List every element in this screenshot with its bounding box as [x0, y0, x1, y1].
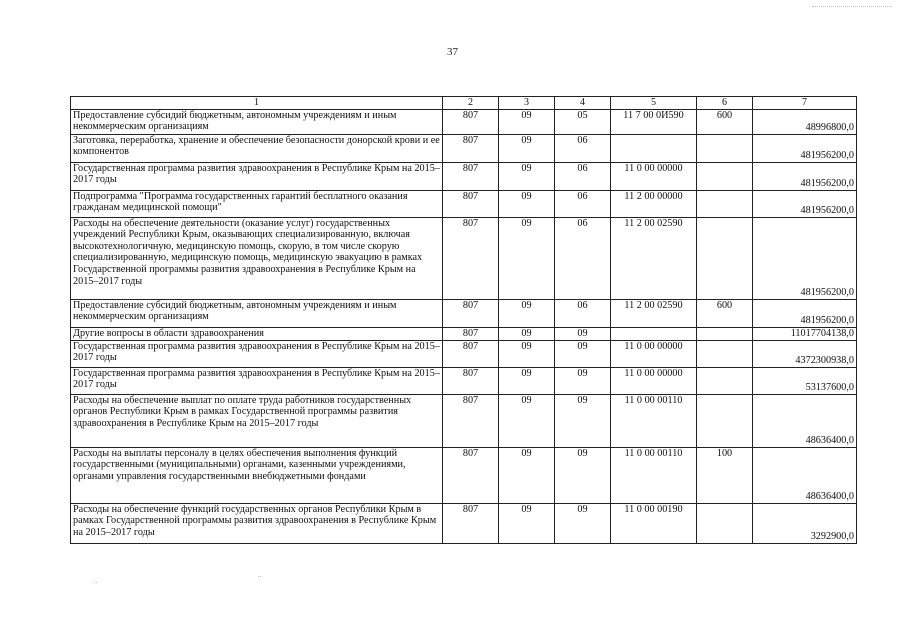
subsection-cell: 06	[555, 190, 611, 217]
subsection-cell: 06	[555, 299, 611, 327]
column-header: 3	[499, 97, 555, 110]
row-name-cell: Государственная программа развития здравоохранения в Республике Крым на 2015–2017 годы	[71, 340, 443, 367]
column-header: 2	[443, 97, 499, 110]
target-article-cell: 11 0 00 00110	[611, 394, 697, 447]
expense-type-cell	[697, 134, 753, 162]
gov-code-cell: 807	[443, 367, 499, 394]
row-name-cell: Предоставление субсидий бюджетным, автономным учреждениям и иным некоммерческим организациям	[71, 299, 443, 327]
gov-code-cell: 807	[443, 447, 499, 503]
subsection-cell: 06	[555, 162, 611, 190]
section-cell: 09	[499, 367, 555, 394]
section-cell: 09	[499, 447, 555, 503]
amount-cell: 53137600,0	[753, 367, 857, 394]
table-row	[71, 109, 857, 134]
gov-code-cell: 807	[443, 190, 499, 217]
expense-type-cell	[697, 394, 753, 447]
section-cell: 09	[499, 217, 555, 299]
table-row	[71, 447, 857, 503]
table-row	[71, 340, 857, 367]
target-article-cell: 11 2 00 00000	[611, 190, 697, 217]
amount-cell: 48636400,0	[753, 447, 857, 503]
row-name-cell: Государственная программа развития здравоохранения в Республике Крым на 2015–2017 годы	[71, 162, 443, 190]
gov-code-cell: 807	[443, 327, 499, 340]
amount-cell: 4372300938,0	[753, 340, 857, 367]
amount-cell: 481956200,0	[753, 162, 857, 190]
table-row	[71, 162, 857, 190]
budget-table	[70, 96, 857, 544]
amount-cell: 11017704138,0	[753, 327, 857, 340]
column-header: 6	[697, 97, 753, 110]
subsection-cell: 09	[555, 367, 611, 394]
target-article-cell: 11 2 00 02590	[611, 299, 697, 327]
table-row	[71, 134, 857, 162]
expense-type-cell	[697, 340, 753, 367]
subsection-cell: 09	[555, 340, 611, 367]
target-article-cell: 11 0 00 00190	[611, 503, 697, 543]
section-cell: 09	[499, 327, 555, 340]
page-number: 37	[447, 46, 458, 58]
table-row	[71, 394, 857, 447]
target-article-cell	[611, 134, 697, 162]
expense-type-cell: 100	[697, 447, 753, 503]
gov-code-cell: 807	[443, 162, 499, 190]
subsection-cell: 06	[555, 134, 611, 162]
amount-cell: 481956200,0	[753, 299, 857, 327]
gov-code-cell: 807	[443, 299, 499, 327]
section-cell: 09	[499, 340, 555, 367]
table-header-row	[71, 97, 857, 110]
table-row	[71, 299, 857, 327]
column-header: 4	[555, 97, 611, 110]
subsection-cell: 09	[555, 503, 611, 543]
subsection-cell: 09	[555, 447, 611, 503]
subsection-cell: 05	[555, 109, 611, 134]
table-row	[71, 190, 857, 217]
target-article-cell: 11 7 00 0И590	[611, 109, 697, 134]
row-name-cell: Расходы на обеспечение функций государственных органов Республики Крым в рамках Государственной программы развития здравоохранения в Республике Крым на 2015–2017 годы	[71, 503, 443, 543]
scan-artifact	[94, 582, 97, 583]
table-row	[71, 367, 857, 394]
column-header: 7	[753, 97, 857, 110]
expense-type-cell	[697, 367, 753, 394]
amount-cell: 481956200,0	[753, 134, 857, 162]
section-cell: 09	[499, 394, 555, 447]
row-name-cell: Заготовка, переработка, хранение и обеспечение безопасности донорской крови и ее компонентов	[71, 134, 443, 162]
target-article-cell: 11 0 00 00000	[611, 340, 697, 367]
expense-type-cell	[697, 503, 753, 543]
section-cell: 09	[499, 134, 555, 162]
subsection-cell: 09	[555, 327, 611, 340]
table-row	[71, 217, 857, 299]
amount-cell: 481956200,0	[753, 217, 857, 299]
gov-code-cell: 807	[443, 217, 499, 299]
gov-code-cell: 807	[443, 134, 499, 162]
expense-type-cell	[697, 162, 753, 190]
target-article-cell: 11 0 00 00000	[611, 367, 697, 394]
row-name-cell: Предоставление субсидий бюджетным, автономным учреждениям и иным некоммерческим организациям	[71, 109, 443, 134]
amount-cell: 48636400,0	[753, 394, 857, 447]
column-header: 5	[611, 97, 697, 110]
row-name-cell: Подпрограмма "Программа государственных гарантий бесплатного оказания гражданам медицинской помощи"	[71, 190, 443, 217]
target-article-cell: 11 0 00 00000	[611, 162, 697, 190]
section-cell: 09	[499, 299, 555, 327]
target-article-cell: 11 0 00 00110	[611, 447, 697, 503]
section-cell: 09	[499, 162, 555, 190]
scan-artifact	[812, 6, 892, 7]
section-cell: 09	[499, 503, 555, 543]
subsection-cell: 09	[555, 394, 611, 447]
amount-cell: 48996800,0	[753, 109, 857, 134]
expense-type-cell	[697, 217, 753, 299]
table-row	[71, 327, 857, 340]
row-name-cell: Государственная программа развития здравоохранения в Республике Крым на 2015–2017 годы	[71, 367, 443, 394]
section-cell: 09	[499, 109, 555, 134]
subsection-cell: 06	[555, 217, 611, 299]
gov-code-cell: 807	[443, 503, 499, 543]
target-article-cell: 11 2 00 02590	[611, 217, 697, 299]
row-name-cell: Другие вопросы в области здравоохранения	[71, 327, 443, 340]
gov-code-cell: 807	[443, 394, 499, 447]
expense-type-cell: 600	[697, 109, 753, 134]
column-header: 1	[71, 97, 443, 110]
row-name-cell: Расходы на обеспечение деятельности (оказание услуг) государственных учреждений Республики Крым, оказывающих специализированную, включая высокотехнологичную, медицинскую помощь, скорую, в том числе скорую специализированную, медицинскую помощь, медицинскую эвакуацию в рамках Государственной программы развития здравоохранения в Республике Крым на 2015–2017 годы	[71, 217, 443, 299]
gov-code-cell: 807	[443, 340, 499, 367]
scan-artifact	[258, 576, 261, 577]
section-cell: 09	[499, 190, 555, 217]
amount-cell: 3292900,0	[753, 503, 857, 543]
row-name-cell: Расходы на выплаты персоналу в целях обеспечения выполнения функций государственными (муниципальными) органами, казенными учреждениями, органами управления государственными внебюджетными фондами	[71, 447, 443, 503]
gov-code-cell: 807	[443, 109, 499, 134]
target-article-cell	[611, 327, 697, 340]
row-name-cell: Расходы на обеспечение выплат по оплате труда работников государственных органов Республики Крым в рамках Государственной программы развития здравоохранения в Республике Крым на 2015–2017 годы	[71, 394, 443, 447]
expense-type-cell	[697, 327, 753, 340]
expense-type-cell: 600	[697, 299, 753, 327]
table-row	[71, 503, 857, 543]
amount-cell: 481956200,0	[753, 190, 857, 217]
expense-type-cell	[697, 190, 753, 217]
